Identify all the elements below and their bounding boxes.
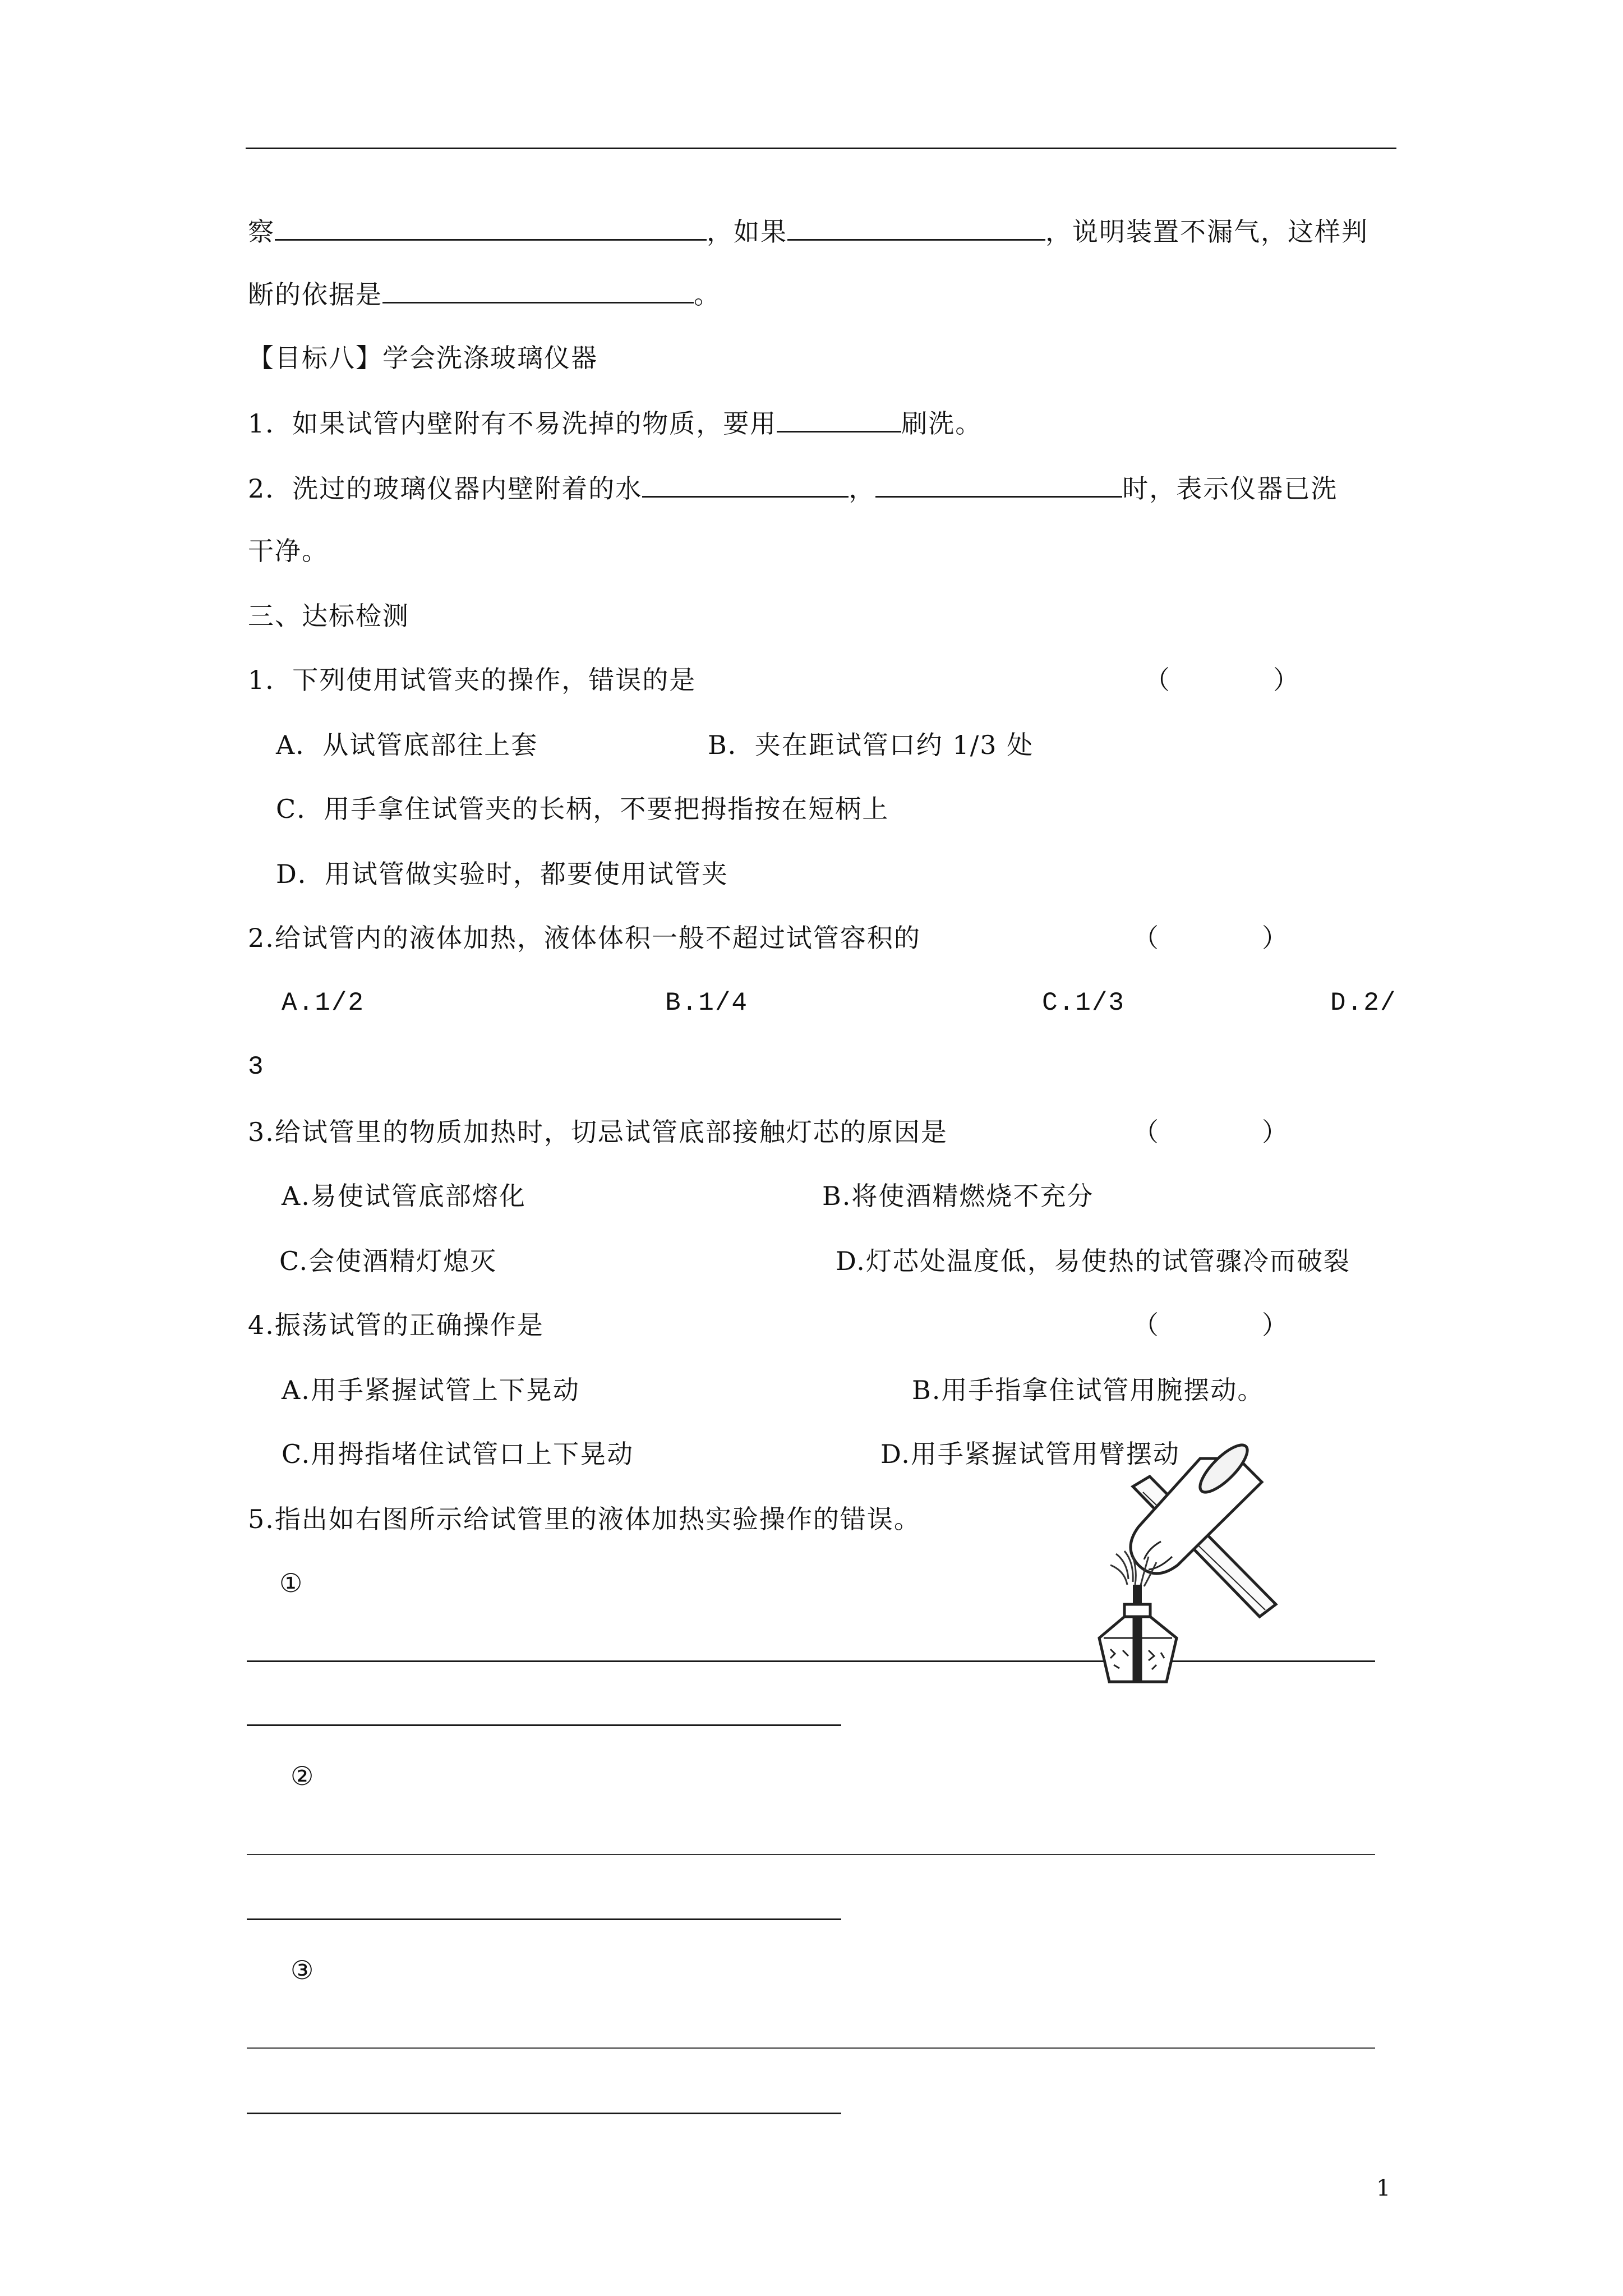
q3-option-c: C.会使酒精灯熄灭	[279, 1246, 497, 1276]
intro-text-a: 察	[248, 217, 275, 247]
q1-option-c: C．用手拿住试管夹的长柄，不要把拇指按在短柄上	[276, 794, 889, 824]
blank-if[interactable]	[787, 213, 1045, 241]
q1-option-b: B．夹在距试管口约 1/3 处	[708, 730, 1034, 760]
q4-option-d: D.用手紧握试管用臂摆动	[880, 1439, 1180, 1469]
answer-line-2b[interactable]	[247, 1918, 841, 1920]
q2-stem: 2.给试管内的液体加热，液体体积一般不超过试管容积的	[248, 923, 921, 953]
q2-answer-paren[interactable]: （ ）	[1133, 923, 1288, 953]
q4-answer-paren[interactable]: （ ）	[1133, 1310, 1288, 1340]
goal8-item-2-cont: 干净。	[248, 536, 329, 566]
intro-line-2	[248, 276, 721, 311]
alcohol-lamp	[1099, 1604, 1177, 1682]
goal8-item-1-tail: 刷洗。	[901, 408, 983, 439]
q2-option-a: A.1/2	[282, 988, 365, 1018]
q2-option-d: D.2/	[1330, 988, 1397, 1018]
q4-option-b: B.用手指拿住试管用腕摆动。	[912, 1375, 1265, 1405]
q2-option-c: C.1/3	[1042, 988, 1126, 1018]
header-rule	[246, 148, 1396, 149]
goal8-item-2-tail: 时，表示仪器已洗	[1122, 473, 1338, 504]
q1-option-d: D．用试管做实验时，都要使用试管夹	[276, 859, 728, 889]
intro-text-e: 。	[694, 279, 721, 310]
goal8-item-2	[248, 470, 1338, 505]
page-number: 1	[1376, 2175, 1391, 2201]
answer-line-3b[interactable]	[247, 2113, 841, 2114]
q2-option-d-cont: 3	[248, 1052, 265, 1082]
q3-option-b: B.将使酒精燃烧不充分	[822, 1181, 1094, 1211]
blank-brush[interactable]	[777, 405, 901, 432]
goal8-item-1	[248, 405, 982, 440]
q5-number-1: ①	[279, 1568, 304, 1598]
q4-option-a: A.用手紧握试管上下晃动	[282, 1375, 580, 1405]
blank-water-1[interactable]	[642, 470, 849, 498]
goal8-item-1-text: 1．如果试管内壁附有不易洗掉的物质，要用	[248, 408, 777, 439]
intro-text-d: 断的依据是	[248, 279, 382, 310]
q3-answer-paren[interactable]: （ ）	[1133, 1117, 1288, 1147]
q5-number-3: ③	[291, 1955, 315, 1985]
q1-answer-paren[interactable]: （ ）	[1144, 665, 1299, 695]
answer-line-1b[interactable]	[247, 1724, 841, 1726]
q3-option-a: A.易使试管底部熔化	[282, 1181, 526, 1211]
intro-text-b: ，如果	[707, 217, 787, 247]
goal8-item-2-text: 2．洗过的玻璃仪器内壁附着的水	[248, 473, 643, 504]
blank-observe[interactable]	[275, 213, 707, 241]
q5-stem: 5.指出如右图所示给试管里的液体加热实验操作的错误。	[248, 1504, 921, 1534]
q3-option-d: D.灯芯处温度低，易使热的试管骤冷而破裂	[836, 1246, 1350, 1276]
q2-option-b: B.1/4	[665, 988, 749, 1018]
goal8-heading: 【目标八】学会洗涤玻璃仪器	[248, 343, 598, 373]
intro-line-1	[248, 213, 1368, 249]
q5-number-2: ②	[291, 1761, 315, 1791]
q4-stem: 4.振荡试管的正确操作是	[248, 1310, 544, 1340]
answer-line-2a[interactable]	[247, 1854, 1375, 1855]
q3-stem: 3.给试管里的物质加热时，切忌试管底部接触灯芯的原因是	[248, 1117, 948, 1147]
test-tube-heating-figure	[1094, 1442, 1290, 1722]
blank-basis[interactable]	[382, 276, 694, 303]
section3-heading: 三、达标检测	[248, 601, 409, 631]
q4-option-c: C.用拇指堵住试管口上下晃动	[282, 1439, 634, 1469]
intro-text-c: ，说明装置不漏气，这样判	[1045, 217, 1368, 247]
goal8-item-2-comma: ，	[849, 473, 876, 504]
q1-stem: 1．下列使用试管夹的操作，错误的是	[248, 665, 697, 695]
q1-option-a: A．从试管底部往上套	[276, 730, 538, 760]
test-tube	[1131, 1442, 1262, 1573]
answer-line-3a[interactable]	[247, 2047, 1375, 2049]
blank-water-2[interactable]	[875, 470, 1122, 498]
